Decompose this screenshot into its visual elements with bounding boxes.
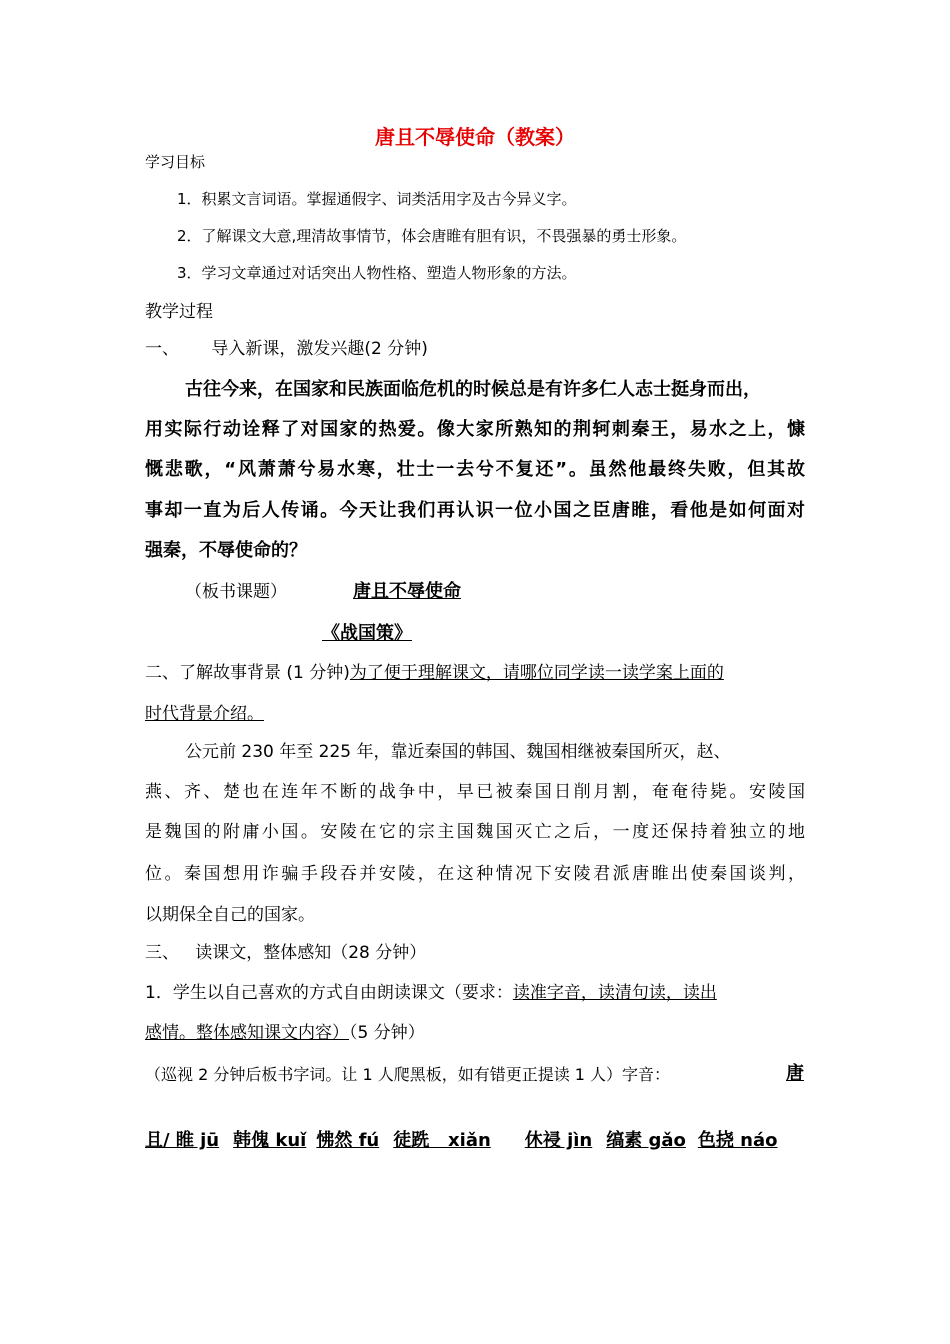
section2-prompt-1: 为了便于理解课文，请哪位同学读一读学案上面的 bbox=[349, 663, 724, 683]
pinyin-item: 色挠 náo bbox=[697, 1130, 778, 1151]
process-heading: 教学过程 bbox=[145, 302, 213, 322]
pinyin-item: 休祲 jìn bbox=[524, 1130, 593, 1151]
pinyin-list bbox=[145, 1129, 777, 1153]
objective-item-1: 1．积累文言词语。掌握通假字、词类活用字及古今异义字。 bbox=[177, 190, 577, 208]
section3-heading: 三、 读课文，整体感知（28 分钟） bbox=[145, 943, 427, 963]
section3-item1-requirements: 读准字音，读清句读，读出 bbox=[512, 983, 717, 1003]
objective-item-2: 2．了解课文大意,理清故事情节，体会唐睢有胆有识，不畏强暴的勇士形象。 bbox=[177, 227, 687, 245]
section3-item1-requirements-2: 感情。整体感知课文内容） bbox=[145, 1023, 349, 1043]
section2-line-1: 公元前 230 年至 225 年，靠近秦国的韩国、魏国相继被秦国所灭，赵、 bbox=[185, 742, 731, 762]
section2-line-3: 是魏国的附庸小国。安陵在它的宗主国魏国灭亡之后，一度还保持着独立的地 bbox=[145, 822, 805, 842]
section2-prompt-2: 时代背景介绍。 bbox=[145, 704, 264, 724]
board-label: （板书课题） bbox=[185, 582, 287, 602]
section1-line-1: 古往今来，在国家和民族面临危机的时候总是有许多仁人志士挺身而出， bbox=[185, 379, 761, 400]
section1-line-2: 用实际行动诠释了对国家的热爱。像大家所熟知的荆轲刺秦王，易水之上，慷 bbox=[145, 419, 805, 440]
section2-line-2: 燕、齐、楚也在连年不断的战争中，早已被秦国日削月割，奄奄待毙。安陵国 bbox=[145, 782, 805, 802]
section3-item1-prefix: 1．学生以自己喜欢的方式自由朗读课文（要求： bbox=[145, 983, 513, 1003]
board-title: 唐且不辱使命 bbox=[353, 581, 461, 602]
section1-heading: 一、 导入新课，激发兴趣(2 分钟) bbox=[145, 339, 428, 359]
section3-note-tail: 唐 bbox=[786, 1063, 804, 1084]
pinyin-item: 徒跣 xiǎn bbox=[393, 1130, 491, 1151]
board-source: 《战国策》 bbox=[322, 623, 412, 644]
objectives-heading: 学习目标 bbox=[145, 153, 206, 171]
section3-note: （巡视 2 分钟后板书字词。让 1 人爬黑板，如有错更正提读 1 人）字音： bbox=[145, 1065, 671, 1084]
section1-line-5: 强秦，不辱使命的？ bbox=[145, 540, 307, 561]
section2-heading-row bbox=[145, 661, 724, 685]
pinyin-item: 怫然 fú bbox=[316, 1130, 380, 1151]
section3-item1-time: （5 分钟） bbox=[349, 1023, 425, 1043]
document-title: 唐且不辱使命（教案） bbox=[375, 125, 575, 149]
pinyin-item: 缟素 gǎo bbox=[606, 1130, 686, 1151]
section3-item1-row bbox=[145, 981, 717, 1005]
objective-item-3: 3．学习文章通过对话突出人物性格、塑造人物形象的方法。 bbox=[177, 264, 577, 282]
section1-line-3: 慨悲歌，“风萧萧兮易水寒，壮士一去兮不复还”。虽然他最终失败，但其故 bbox=[145, 459, 805, 480]
section2-heading: 二、了解故事背景 (1 分钟) bbox=[145, 663, 350, 683]
pinyin-item: 且/ 睢 jū bbox=[145, 1130, 220, 1151]
pinyin-item: 韩傀 kuǐ bbox=[233, 1130, 307, 1151]
section2-line-4: 位。秦国想用诈骗手段吞并安陵，在这种情况下安陵君派唐睢出使秦国谈判， bbox=[145, 864, 805, 884]
section1-line-4: 事却一直为后人传诵。今天让我们再认识一位小国之臣唐睢，看他是如何面对 bbox=[145, 500, 805, 521]
section2-line-5: 以期保全自己的国家。 bbox=[145, 905, 315, 925]
section3-item1-row2 bbox=[145, 1021, 425, 1045]
